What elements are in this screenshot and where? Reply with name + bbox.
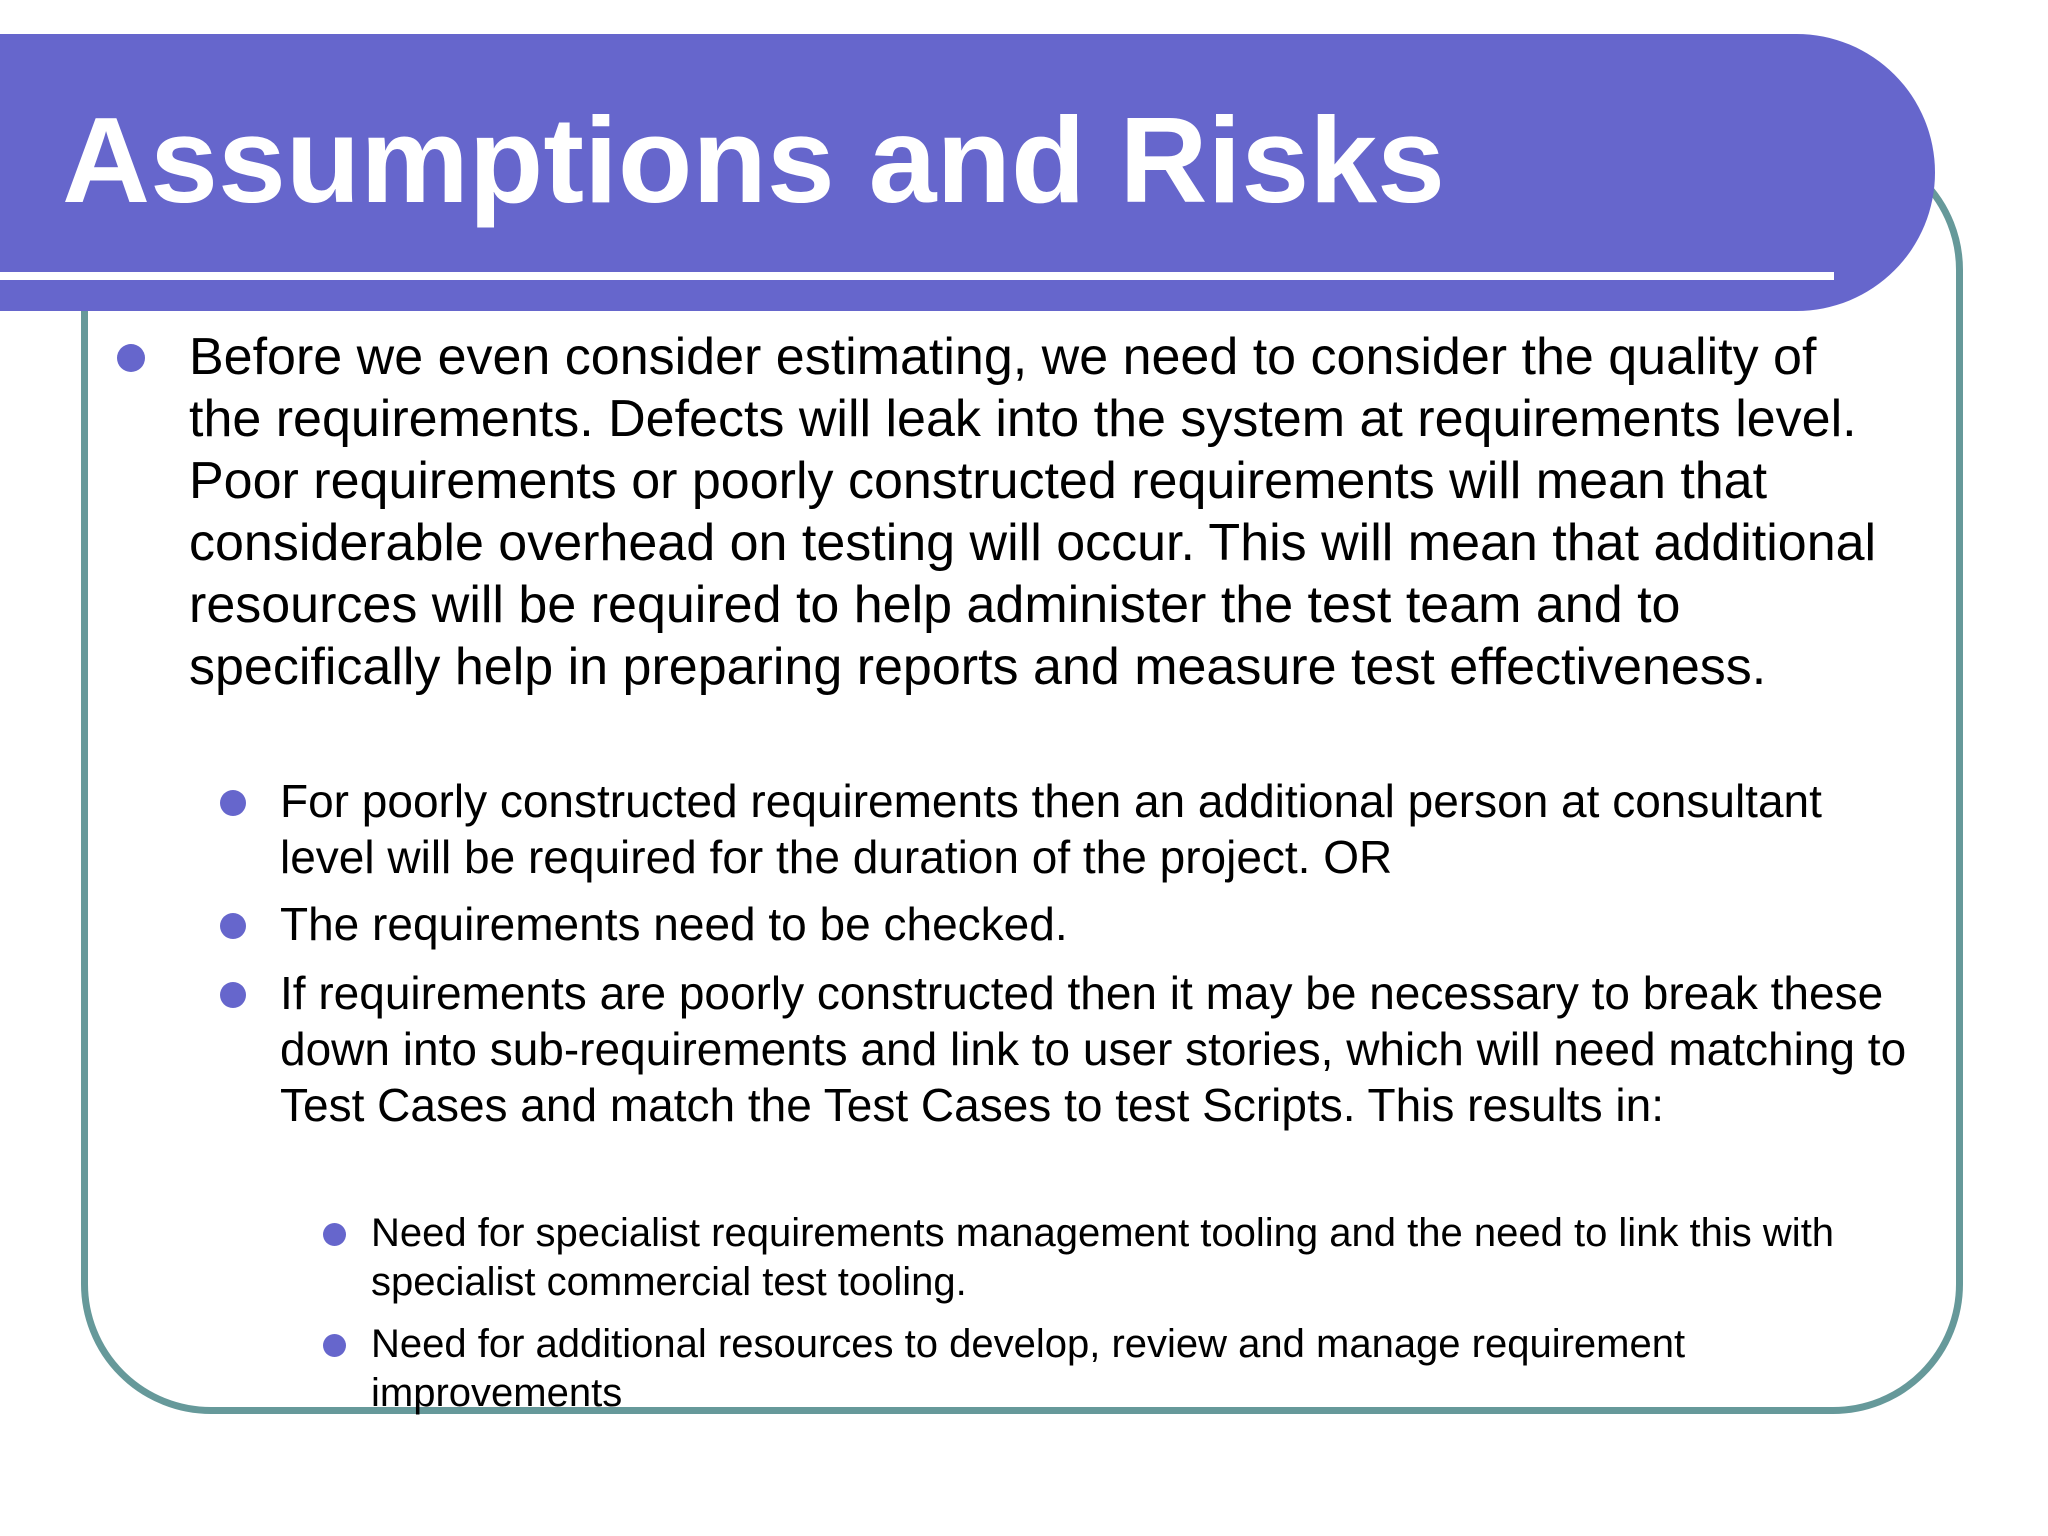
bullet-dot-icon: [220, 982, 246, 1008]
slide-title: Assumptions and Risks: [62, 92, 1445, 228]
bullet-item-level1: Before we even consider estimating, we need to consider the quality of the requirements. Defects will leak into the system at requirements level. Poor requirements or poorly constructed requirements will mean that considerable overhead on testing will occur. This will mean that additional resources will be required to help administer the test team and to specifically help in preparing reports and measure test effectiveness.: [189, 328, 1877, 696]
bullet-item-level2: If requirements are poorly constructed then it may be necessary to break these down into sub-requirements and link to user stories, which will need matching to Test Cases and match the Test Cases to test Scripts. This results in:: [280, 967, 1907, 1131]
bullet-dot-icon: [220, 913, 246, 939]
bullet-item-level2: The requirements need to be checked.: [280, 898, 1068, 950]
bullet-item-level3: Need for specialist requirements management tooling and the need to link this with specialist commercial test tooling.: [371, 1211, 1835, 1304]
bullet-dot-icon: [323, 1223, 346, 1246]
bullet-dot-icon: [117, 344, 145, 372]
bullet-item-level2: For poorly constructed requirements then an additional person at consultant level will be required for the duration of the project. OR: [280, 775, 1822, 883]
bullet-dot-icon: [220, 790, 246, 816]
bullet-dot-icon: [323, 1334, 346, 1357]
bullet-item-level3: Need for additional resources to develop, review and manage requirement improvements: [371, 1322, 1686, 1415]
